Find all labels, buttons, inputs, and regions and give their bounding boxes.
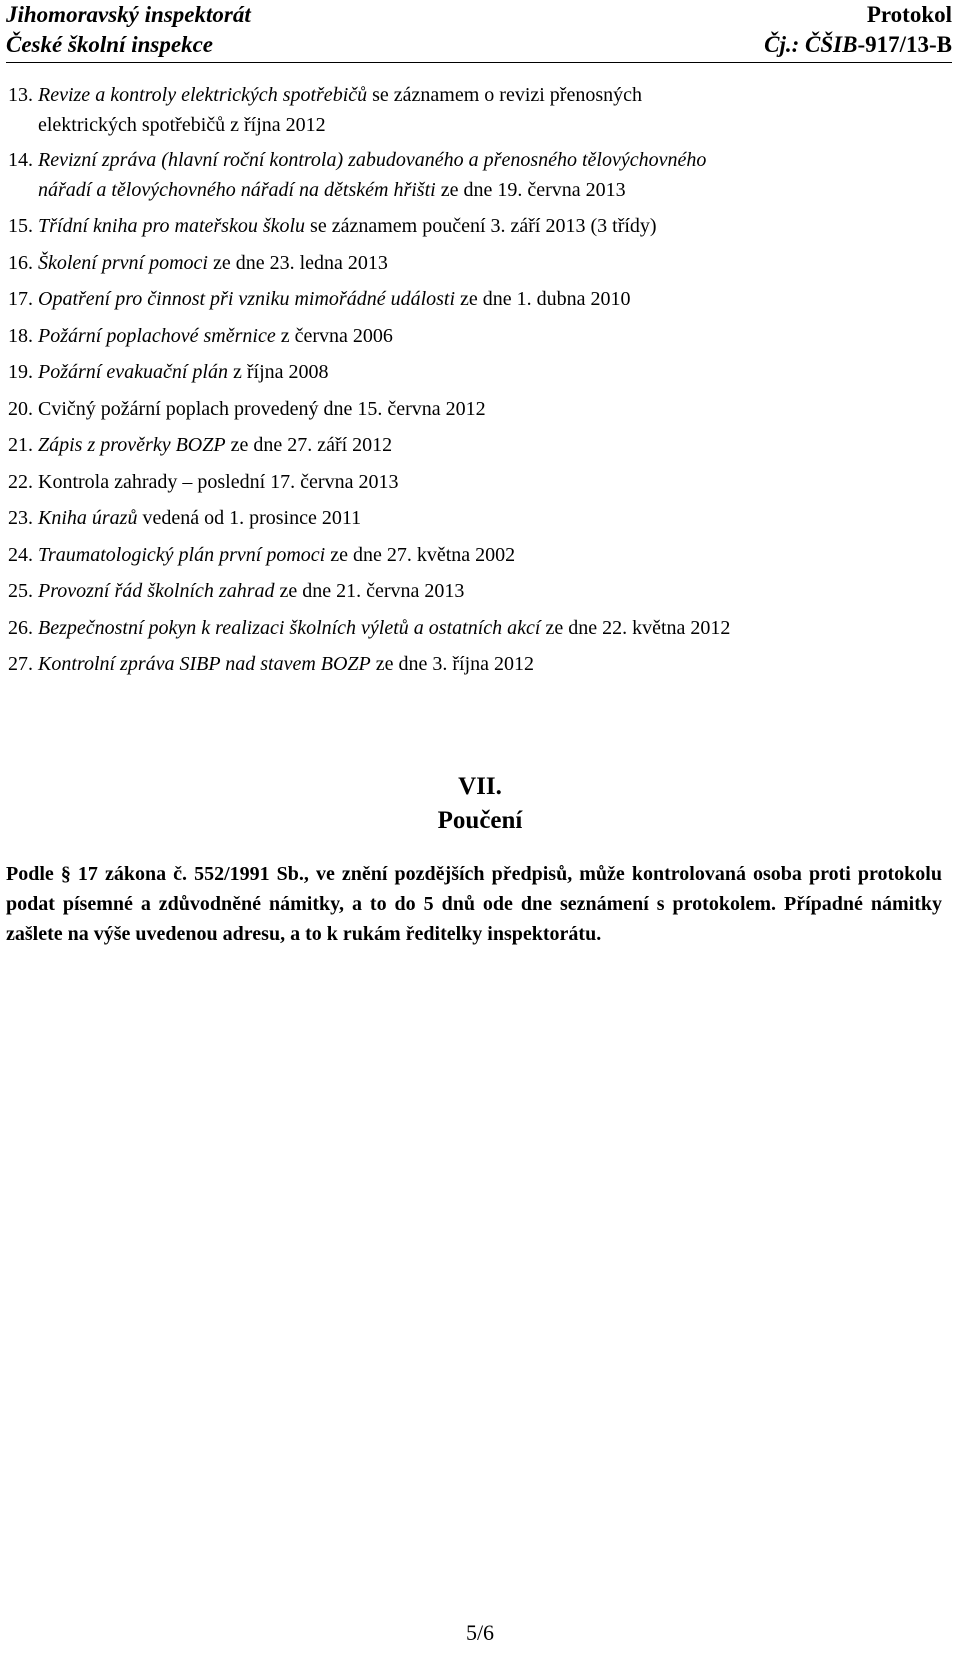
item-title-continuation: nářadí a tělovýchovného nářadí na dětském hřišti [38,179,436,201]
header-ref-prefix: Čj.: ČŠIB [764,32,858,57]
item-detail: se záznamem poučení 3. září 2013 (3 třídy) [305,215,657,237]
item-number: 15. [8,215,33,237]
item-number: 21. [8,434,33,456]
notice-paragraph: Podle § 17 zákona č. 552/1991 Sb., ve znění pozdějších předpisů, může kontrolovaná osoba proti protokolu podat písemné a zdůvodněné námitky, a to do 5 dnů ode dne seznámení s protokolem. Případné námitky zašlete na výše uvedenou adresu, a to k rukám ředitelky inspektorátu. [6,863,942,945]
page-number: 5/6 [465,1620,495,1645]
item-title: Revize a kontroly elektrických spotřebičů [38,84,368,106]
list-item-23 [8,500,942,537]
item-number: 19. [8,361,33,383]
item-detail: vedená od 1. prosince 2011 [137,507,362,529]
item-title: Revizní zpráva (hlavní roční kontrola) zabudovaného a přenosného tělovýchovného [38,149,707,171]
item-detail: se záznamem o revizi přenosných [367,84,643,106]
header-org-line2: České školní inspekce [6,32,213,57]
item-number: 25. [8,580,33,602]
item-detail: ze dne 3. října 2012 [370,653,535,675]
list-item-27 [8,646,942,683]
page-header [6,0,952,63]
item-title: Traumatologický plán první pomoci [38,543,326,566]
item-detail: z října 2008 [227,361,329,383]
item-detail: ze dne 27. května 2002 [325,543,516,566]
item-title: Provozní řád školních zahrad [38,580,275,602]
item-detail: ze dne 19. června 2013 [435,179,626,201]
list-item-20 [8,391,942,428]
item-number: 27. [8,653,33,675]
header-reference [764,30,952,60]
item-number: 18. [8,324,33,347]
list-item-16 [8,245,942,282]
item-number: 16. [8,251,33,274]
item-number: 20. [8,397,33,420]
document-list [8,80,942,683]
header-document-info [764,0,952,60]
item-detail: ze dne 22. května 2012 [540,616,731,639]
list-item-24 [8,537,942,574]
section-title: Poučení [437,807,523,834]
item-continuation [8,175,942,205]
item-detail: ze dne 27. září 2012 [225,434,393,456]
item-number: 14. [8,149,33,171]
item-continuation: elektrických spotřebičů z října 2012 [38,114,326,136]
item-title: Požární evakuační plán [38,361,228,383]
list-item-21 [8,427,942,464]
list-item-17 [8,281,942,318]
item-title: Zápis z prověrky BOZP [38,434,226,456]
header-doc-type: Protokol [866,2,952,27]
list-item-15 [8,208,942,245]
list-item-25 [8,573,942,610]
item-title: Školení první pomoci [38,251,208,274]
list-item-19 [8,354,942,391]
item-number: 24. [8,543,33,566]
item-title: Požární poplachové směrnice [38,324,276,347]
section-heading [0,770,960,838]
header-ref-number: -917/13-B [857,32,952,57]
list-item-26 [8,610,942,647]
list-item-14 [8,145,942,205]
item-detail: Kontrola zahrady – poslední 17. června 2013 [38,470,399,493]
item-detail: Cvičný požární poplach provedený dne 15. června 2012 [38,397,486,420]
item-title: Opatření pro činnost při vzniku mimořádné události [38,288,456,310]
item-title: Kniha úrazů [38,507,138,529]
section-numeral: VII. [458,773,502,800]
item-title: Třídní kniha pro mateřskou školu [38,215,306,237]
item-number: 22. [8,470,33,493]
item-number: 17. [8,288,33,310]
item-title: Kontrolní zpráva SIBP nad stavem BOZP [38,653,371,675]
item-number: 26. [8,616,33,639]
item-detail: ze dne 1. dubna 2010 [455,288,631,310]
item-detail: z června 2006 [275,324,393,347]
item-detail: ze dne 23. ledna 2013 [207,251,388,274]
header-org-line1: Jihomoravský inspektorát [6,2,251,27]
list-item-18 [8,318,942,355]
header-organization [6,0,251,60]
item-number: 13. [8,84,33,106]
item-detail: ze dne 21. června 2013 [274,580,465,602]
list-item-13 [8,80,942,140]
item-title: Bezpečnostní pokyn k realizaci školních výletů a ostatních akcí [38,616,541,639]
list-item-22 [8,464,942,501]
item-number: 23. [8,507,33,529]
